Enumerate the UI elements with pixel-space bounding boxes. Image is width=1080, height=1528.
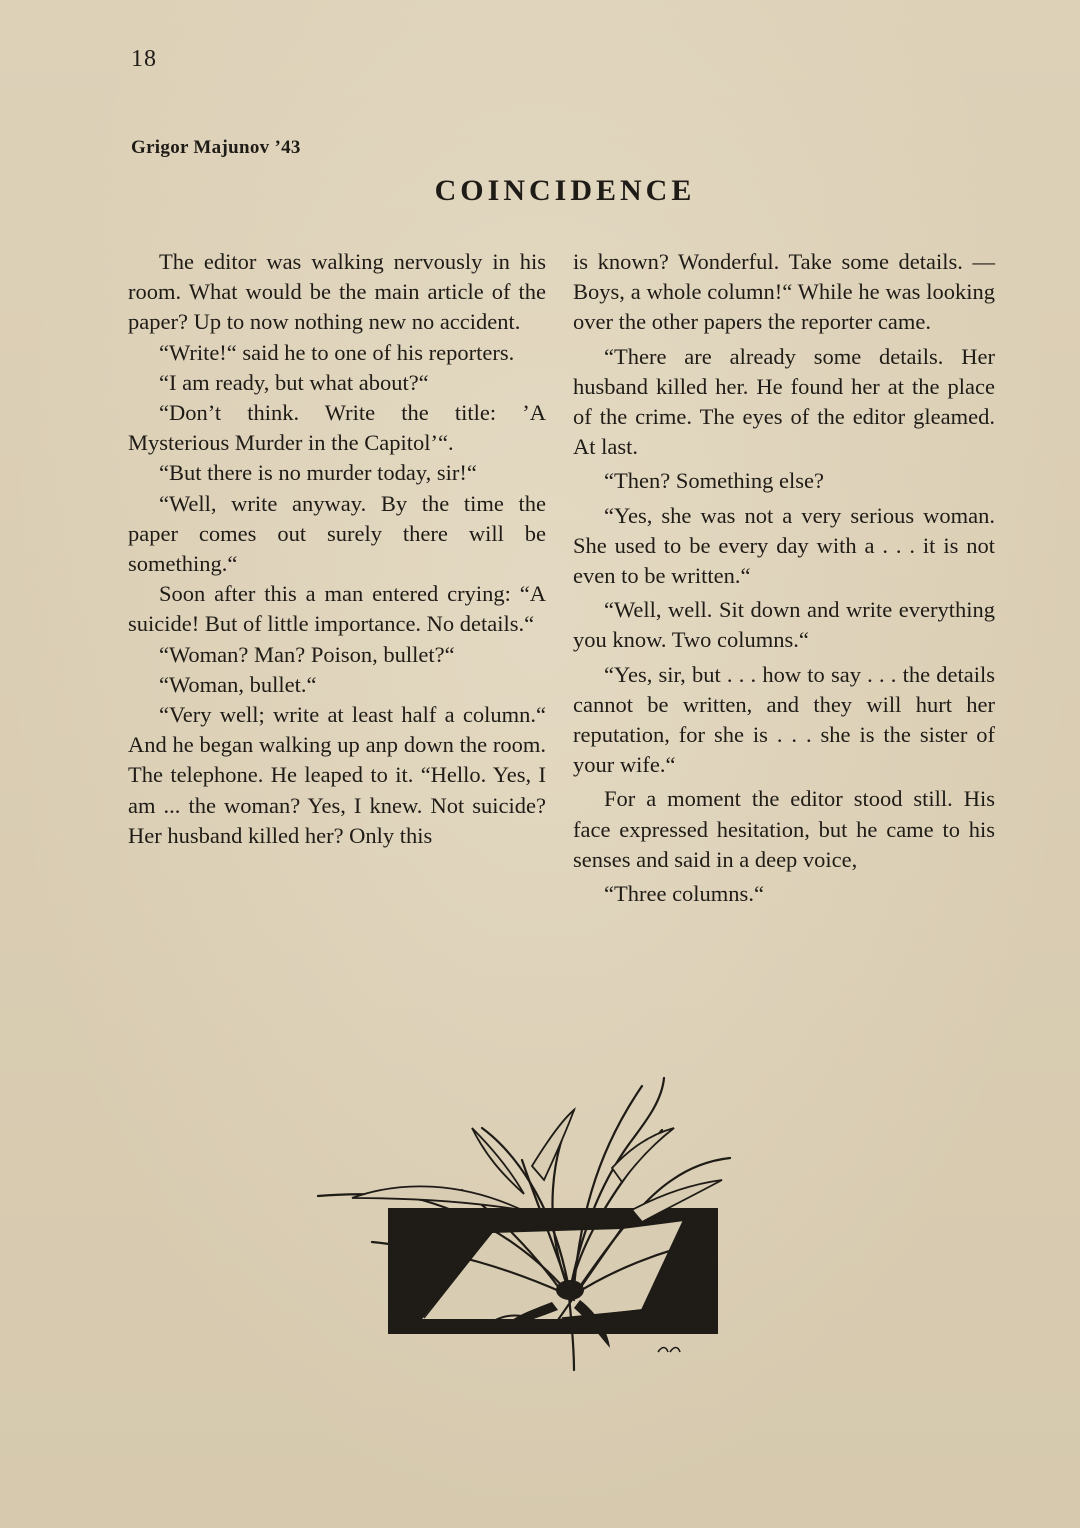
paragraph: “Woman, bullet.“ — [159, 671, 317, 697]
paragraph: The editor was walking nervously in his room. What would be the main article of the paper? Up to now nothing new no accident. — [128, 249, 546, 335]
page-number: 18 — [131, 46, 157, 72]
paragraph: “I am ready, but what about?“ — [159, 369, 429, 395]
paragraph: “Three columns.“ — [604, 881, 764, 907]
paragraph: “Well, write anyway. By the time the paper comes out surely there will be something.“ — [128, 490, 546, 577]
paragraph: Soon after this a man entered crying: “A suicide! But of little importance. No details.“ — [128, 581, 546, 637]
right-column — [573, 247, 995, 913]
paragraph: “There are already some details. Her husband killed her. He found her at the place of the crime. The eyes of the editor gleamed. At last. — [573, 343, 995, 460]
paragraph: “Well, well. Sit down and write everything you know. Two columns.“ — [573, 597, 995, 653]
paragraph: “Write!“ said he to one of his reporters. — [159, 339, 515, 365]
paragraph: “Yes, she was not a very serious woman. She used to be every day with a . . . it is not even to be written.“ — [573, 502, 995, 589]
left-column — [128, 247, 546, 851]
paragraph: For a moment the editor stood still. His face expressed hesitation, but he came to his senses and said in a deep voice, — [573, 786, 995, 872]
plant-on-book-illustration-icon — [312, 1070, 732, 1380]
paragraph: “Woman? Man? Poison, bullet?“ — [159, 641, 455, 667]
paragraph-continuation: is known? Wonderful. Take some details. — Boys, a whole column!“ While he was looking over the other papers the reporter came. — [573, 249, 995, 335]
paragraph: “But there is no murder today, sir!“ — [159, 460, 477, 486]
article-title: COINCIDENCE — [434, 174, 696, 207]
paragraph: “Very well; write at least half a column.“ And he began walking up anp down the room. The telephone. He leaped to it. “Hello. Yes, I am ... the woman? Yes, I knew. Not suicide? Her husband killed her? Only this — [128, 702, 546, 848]
author-byline: Grigor Majunov ’43 — [131, 137, 301, 158]
paragraph: “Yes, sir, but . . . how to say . . . the details cannot be written, and they will hurt her reputation, for she is . . . she is the sister of your wife.“ — [573, 661, 995, 778]
paragraph: “Don’t think. Write the title: ’A Mysterious Murder in the Capitol’“. — [128, 400, 546, 456]
paragraph: “Then? Something else? — [604, 468, 824, 494]
